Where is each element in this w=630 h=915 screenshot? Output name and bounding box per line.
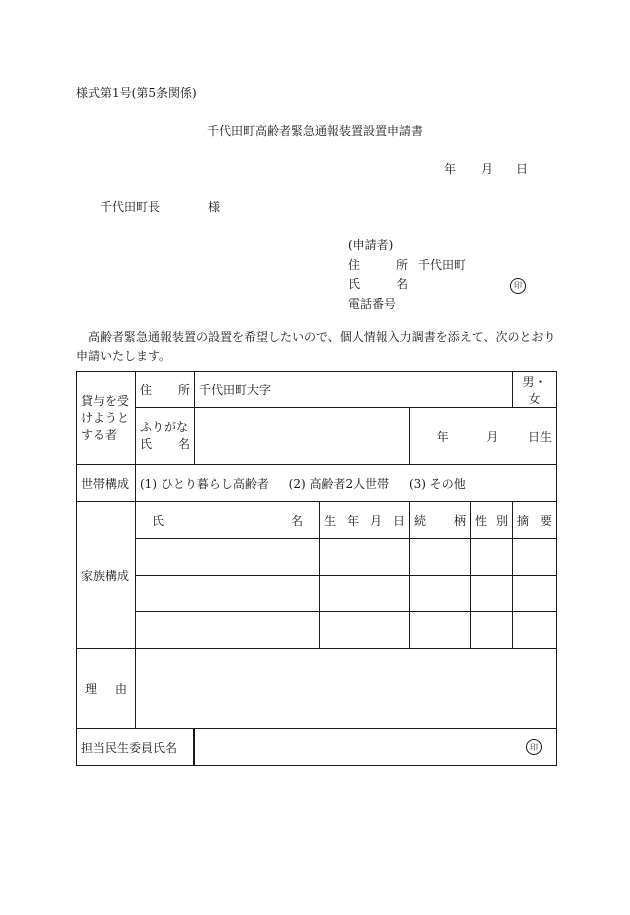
applicant-seal-mark: 印 <box>510 278 526 294</box>
birth-day-label: 日生 <box>528 429 553 444</box>
form-number: 様式第1号(第5条関係) <box>76 86 197 100</box>
family-sex-cell[interactable] <box>471 576 513 612</box>
addressee-name: 千代田町長 <box>100 200 161 214</box>
family-header-birthdate: 生 年 月 日 <box>320 502 410 539</box>
family-birthdate-cell[interactable] <box>320 576 410 612</box>
applicant-address-value: 千代田町 <box>418 257 467 272</box>
family-birthdate-cell[interactable] <box>320 612 410 649</box>
commissioner-seal-mark: 印 <box>526 739 542 755</box>
welfare-commissioner-field[interactable] <box>195 729 557 766</box>
family-header-relation: 続 柄 <box>410 502 471 539</box>
applicant-name-field[interactable] <box>418 275 510 295</box>
applicant-phone-label: 電話番号 <box>348 296 397 311</box>
applicant-name-row <box>348 275 526 295</box>
family-birthdate-cell[interactable] <box>320 539 410 576</box>
family-header-remarks: 摘 要 <box>513 502 557 539</box>
family-header-name: 氏 名 <box>136 502 320 539</box>
family-row <box>77 576 557 612</box>
family-sex-cell[interactable] <box>471 612 513 649</box>
address-prefix: 千代田町大字 <box>199 383 272 397</box>
family-row <box>77 612 557 649</box>
family-header-sex: 性 別 <box>471 502 513 539</box>
family-remarks-cell[interactable] <box>513 539 557 576</box>
applicant-heading: (申請者) <box>348 238 394 252</box>
family-sex-cell[interactable] <box>471 539 513 576</box>
household-option-1[interactable]: (1) ひとり暮らし高齢者 <box>140 476 269 491</box>
date-month-label: 月 <box>481 162 494 176</box>
welfare-commissioner-label: 担当民生委員氏名 <box>77 729 195 766</box>
family-remarks-cell[interactable] <box>513 612 557 649</box>
recipient-label: 貸与を受けようとする者 <box>77 372 136 465</box>
document-title: 千代田町高齢者緊急通報装置設置申請書 <box>206 124 423 138</box>
application-form-table <box>76 371 557 766</box>
household-label: 世帯構成 <box>77 465 136 502</box>
family-name-cell[interactable] <box>136 539 320 576</box>
birth-month-label: 月 <box>486 429 499 444</box>
household-option-3[interactable]: (3) その他 <box>408 476 466 491</box>
applicant-block <box>348 236 526 314</box>
applicant-phone-row <box>348 295 526 315</box>
reason-field[interactable] <box>136 649 557 729</box>
applicant-name-label: 氏 名 <box>348 277 408 291</box>
intro-paragraph: 高齢者緊急通報装置の設置を希望したいので、個人情報入力調書を添えて、次のとおり申請いたします。 <box>76 330 556 363</box>
household-options[interactable] <box>136 465 557 502</box>
family-row <box>77 539 557 576</box>
label-divider <box>193 729 194 766</box>
reason-label: 理 由 <box>77 649 136 729</box>
birth-year-label: 年 <box>436 429 449 444</box>
address-field[interactable] <box>195 372 513 408</box>
family-relation-cell[interactable] <box>410 612 471 649</box>
gender-field[interactable]: 男・女 <box>513 372 557 408</box>
family-label: 家族構成 <box>77 502 136 649</box>
date-year-label: 年 <box>444 162 457 176</box>
birthdate-field[interactable] <box>410 408 557 465</box>
applicant-address-label: 住 所 <box>348 257 408 272</box>
family-relation-cell[interactable] <box>410 576 471 612</box>
recipient-name-field[interactable] <box>195 408 410 465</box>
address-label-cell: 住 所 <box>136 372 195 408</box>
family-name-cell[interactable] <box>136 576 320 612</box>
family-name-cell[interactable] <box>136 612 320 649</box>
furigana-name-label-cell: ふりがな 氏 名 <box>136 408 195 465</box>
date-day-label: 日 <box>516 162 529 176</box>
addressee-honorific: 様 <box>208 200 221 214</box>
family-remarks-cell[interactable] <box>513 576 557 612</box>
family-relation-cell[interactable] <box>410 539 471 576</box>
household-option-2[interactable]: (2) 高齢者2人世帯 <box>288 476 390 491</box>
applicant-address-row <box>348 256 526 276</box>
